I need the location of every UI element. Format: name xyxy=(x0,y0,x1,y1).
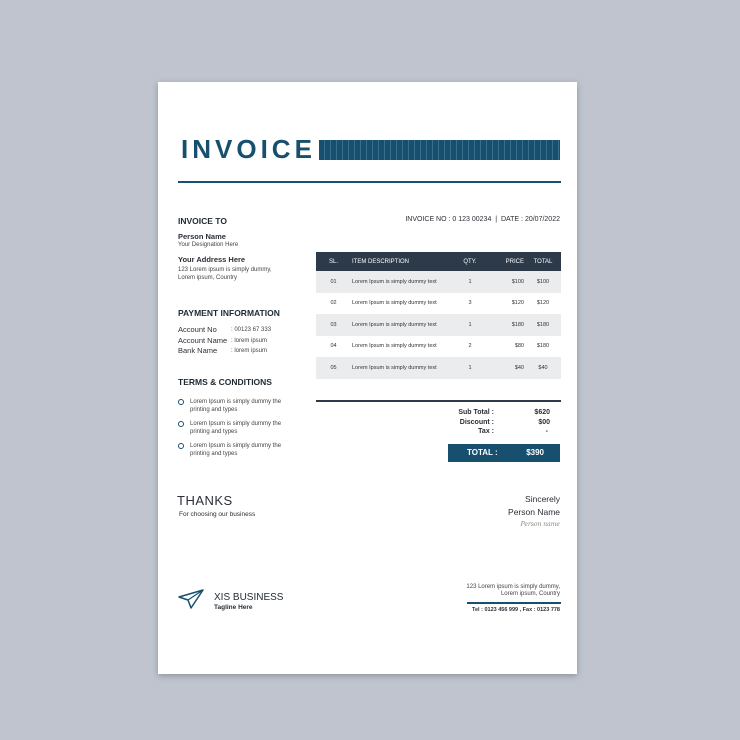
tax-value: - xyxy=(545,428,548,435)
footer-divider xyxy=(467,602,561,604)
table-row xyxy=(316,271,561,293)
cell-qty: 1 xyxy=(468,321,472,328)
title-stripe-bar xyxy=(319,140,560,160)
cell-sl: 01 xyxy=(330,278,337,285)
grand-total-label: TOTAL : xyxy=(467,448,498,457)
payment-label-account-name: Account Name xyxy=(178,336,228,345)
business-name: XIS BUSINESS xyxy=(214,592,284,603)
items-table xyxy=(316,252,561,379)
footer-address-line-2: Lorem ipsum, Country xyxy=(500,591,560,597)
cell-sl: 04 xyxy=(330,343,337,350)
cell-sl: 05 xyxy=(330,364,337,371)
cell-description: Lorem Ipsum is simply dummy text xyxy=(352,364,437,371)
cell-total: $100 xyxy=(536,278,550,285)
cell-description: Lorem Ipsum is simply dummy text xyxy=(352,343,437,350)
payment-label-bank-name: Bank Name xyxy=(178,346,218,355)
footer-address-line-1: 123 Lorem ipsum is simply dummy, xyxy=(466,584,560,590)
tax-label: Tax : xyxy=(478,428,494,435)
cell-sl: 03 xyxy=(330,321,337,328)
tax-row xyxy=(454,428,550,438)
cell-total: $40 xyxy=(538,364,548,371)
subtotal-value: $620 xyxy=(534,409,550,416)
meta-separator: | xyxy=(495,216,498,223)
header-divider xyxy=(178,181,561,183)
table-row xyxy=(316,314,561,336)
cell-description: Lorem Ipsum is simply dummy text xyxy=(352,321,437,328)
cell-qty: 1 xyxy=(468,364,472,371)
table-row xyxy=(316,357,561,379)
terms-item-line: printing and types xyxy=(190,429,238,435)
column-header-sl: SL. xyxy=(328,258,338,265)
discount-value: $00 xyxy=(538,418,550,426)
cell-price: $40 xyxy=(514,364,524,371)
terms-item-line: Lorem Ipsum is simply dummy the xyxy=(190,399,282,405)
invoice-page xyxy=(158,82,577,674)
subtotal-label: Sub Total : xyxy=(458,409,494,416)
cell-description: Lorem Ipsum is simply dummy text xyxy=(352,300,437,307)
bullet-circle-icon xyxy=(178,421,184,427)
column-header-description: ITEM DESCRIPTION xyxy=(352,258,410,265)
payment-value-account-name: : lorem ipsum xyxy=(231,338,268,344)
address-line-2: Lorem ipsum, Country xyxy=(178,275,238,281)
invoice-number: 0 123 00234 xyxy=(452,216,492,223)
footer-contact: Tel : 0123 456 999 , Fax : 0123 778 xyxy=(472,607,560,613)
table-row xyxy=(316,293,561,315)
signature: Person name xyxy=(520,521,560,528)
signatory-name: Person Name xyxy=(508,507,560,517)
cell-price: $80 xyxy=(514,343,524,350)
invoice-date-label: DATE : xyxy=(500,216,523,223)
invoice-meta xyxy=(405,216,560,223)
terms-item-line: Lorem Ipsum is simply dummy the xyxy=(190,443,282,449)
column-header-total: TOTAL xyxy=(533,258,553,265)
thanks-heading: THANKS xyxy=(177,493,233,508)
cell-qty: 2 xyxy=(468,343,472,350)
discount-row xyxy=(454,419,550,429)
cell-sl: 02 xyxy=(330,300,337,307)
cell-total: $180 xyxy=(536,343,550,350)
cell-qty: 1 xyxy=(468,278,472,285)
payment-value-bank-name: : lorem ipsum xyxy=(231,348,268,354)
cell-total: $180 xyxy=(536,321,550,328)
summary-block xyxy=(454,409,550,438)
table-header xyxy=(316,252,561,271)
subtotal-row xyxy=(454,409,550,419)
cell-price: $120 xyxy=(511,300,524,307)
cell-total: $120 xyxy=(536,300,550,307)
invoice-to-heading: INVOICE TO xyxy=(178,216,227,226)
terms-item-line: Lorem Ipsum is simply dummy the xyxy=(190,421,282,427)
bullet-circle-icon xyxy=(178,443,184,449)
terms-item-line: printing and types xyxy=(190,407,238,413)
grand-total-box xyxy=(448,444,560,462)
payment-value-account-no: : 00123 67 333 xyxy=(231,327,272,333)
cell-qty: 3 xyxy=(468,300,472,307)
cell-price: $180 xyxy=(511,321,524,328)
thanks-subtitle: For choosing our business xyxy=(179,511,256,518)
terms-item-line: printing and types xyxy=(190,451,238,457)
cell-price: $100 xyxy=(511,278,524,285)
grand-total-value: $390 xyxy=(526,448,544,457)
invoice-title: INVOICE xyxy=(181,134,316,164)
address-line-1: 123 Lorem ipsum is simply dummy, xyxy=(178,267,272,273)
address-heading: Your Address Here xyxy=(178,255,246,264)
invoice-to-person-name: Person Name xyxy=(178,232,226,241)
business-tagline: Tagline Here xyxy=(214,604,253,611)
discount-label: Discount : xyxy=(459,418,494,426)
cell-description: Lorem Ipsum is simply dummy text xyxy=(352,278,437,285)
table-row xyxy=(316,336,561,358)
column-header-price: PRICE xyxy=(505,258,524,265)
invoice-to-designation: Your Designation Here xyxy=(178,242,239,248)
payment-label-account-no: Account No xyxy=(178,325,217,334)
sincerely-text: Sincerely xyxy=(525,494,560,504)
column-header-qty: QTY. xyxy=(463,258,477,265)
invoice-date: 20/07/2022 xyxy=(524,216,560,223)
table-bottom-divider xyxy=(316,400,561,402)
paper-plane-icon xyxy=(178,589,204,614)
terms-heading: TERMS & CONDITIONS xyxy=(178,377,272,387)
invoice-number-label: INVOICE NO : xyxy=(405,216,451,223)
bullet-circle-icon xyxy=(178,399,184,405)
payment-heading: PAYMENT INFORMATION xyxy=(178,308,280,318)
